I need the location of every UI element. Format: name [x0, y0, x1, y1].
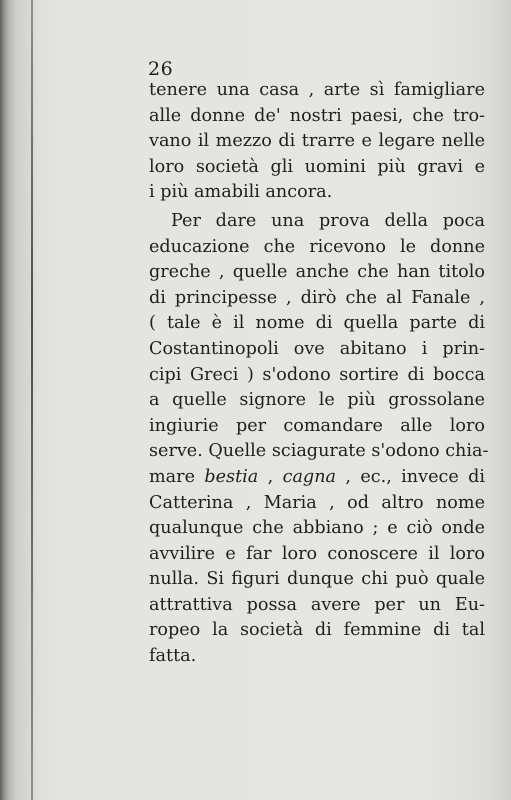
text-line: i più amabili ancora.: [149, 182, 333, 203]
text-fragment: ,: [258, 466, 283, 487]
text-line-with-italics: [149, 465, 485, 491]
text-fragment: , ec., invece di: [336, 466, 485, 487]
text-line: Catterina , Maria , od altro nome: [149, 492, 485, 513]
italic-word: cagna: [282, 466, 337, 487]
text-line: ingiurie per comandare alle loro: [149, 415, 485, 436]
text-line: educazione che ricevono le donne: [149, 236, 485, 257]
text-line: Per dare una prova della poca: [171, 210, 485, 231]
text-line: serve. Quelle sciagurate s'odono chia-: [149, 441, 489, 462]
text-line: Costantinopoli ove abitano i prin-: [149, 338, 485, 359]
text-line: alle donne de' nostri paesi, che tro-: [149, 105, 485, 126]
text-line: qualunque che abbiano ; e ciò onde: [149, 518, 485, 539]
body-text: [149, 78, 489, 670]
text-line: loro società gli uomini più gravi e: [149, 156, 485, 177]
text-line: greche , quelle anche che han titolo: [149, 262, 485, 283]
text-fragment: mare: [149, 466, 205, 487]
binding-edge: [31, 0, 33, 800]
text-line: nulla. Si figuri dunque chi può quale: [149, 569, 485, 590]
text-line: tenere una casa , arte sì famigliare: [149, 80, 485, 100]
text-line: a quelle signore le più grossolane: [149, 390, 485, 411]
text-line: vano il mezzo di trarre e legare nelle: [149, 131, 485, 152]
italic-word: bestia: [204, 466, 259, 487]
text-line: cipi Greci ) s'odono sortire di bocca: [149, 364, 485, 385]
text-line: ( tale è il nome di quella parte di: [149, 313, 485, 334]
text-line: avvilire e far loro conoscere il loro: [149, 543, 485, 564]
page-number: 26: [148, 58, 174, 80]
text-line: ropeo la società di femmine di tal: [149, 620, 485, 641]
page-gutter-shadow: [0, 0, 40, 800]
text-line: di principesse , dirò che al Fanale ,: [149, 287, 485, 308]
text-line: attrattiva possa avere per un Eu-: [149, 594, 485, 615]
text-line: fatta.: [149, 646, 197, 667]
